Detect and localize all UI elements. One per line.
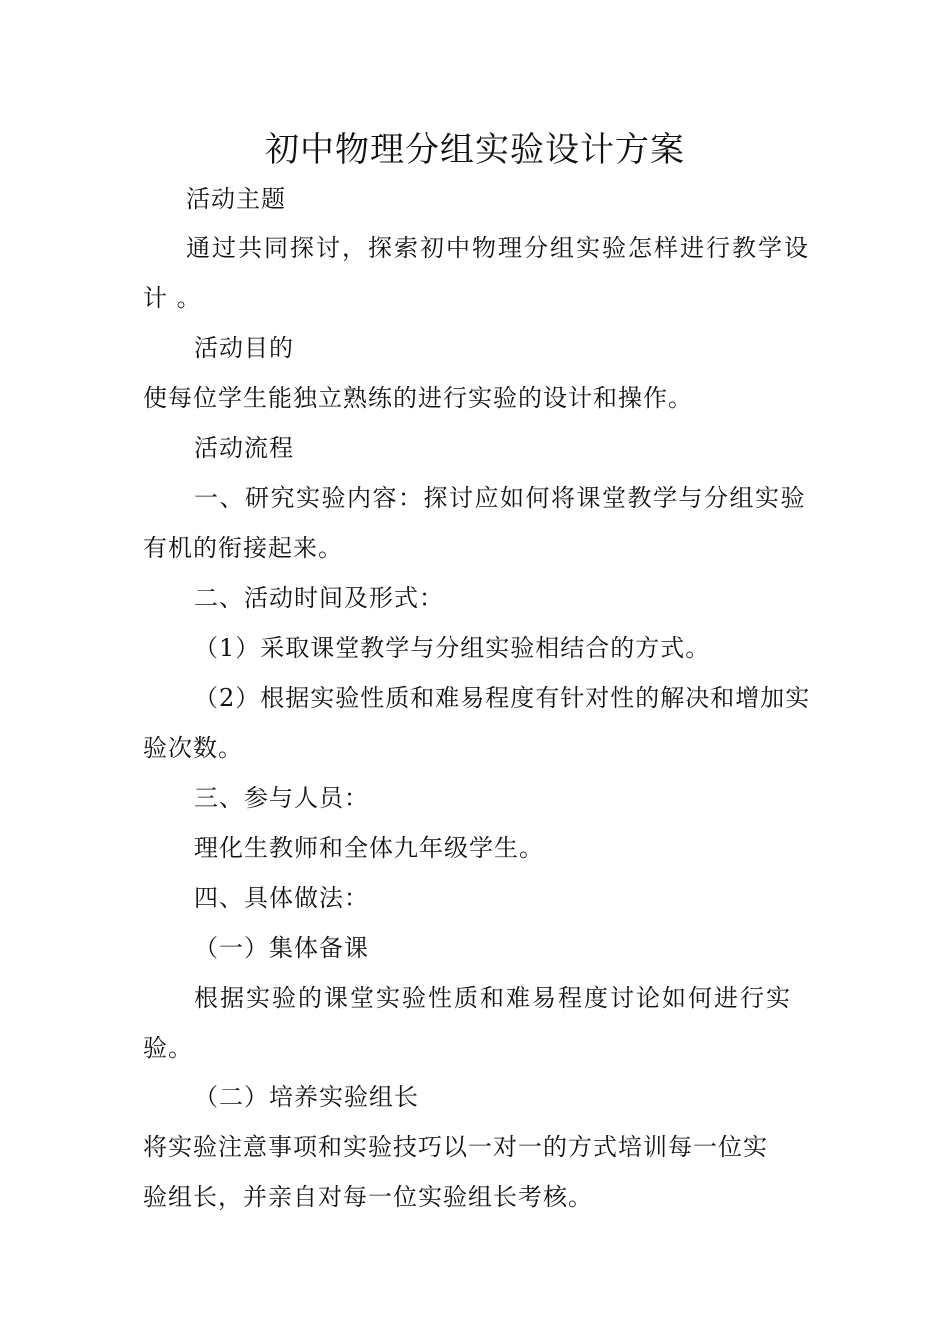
heading-activity-purpose: 活动目的 [194, 334, 294, 362]
heading-activity-theme: 活动主题 [186, 185, 286, 213]
paragraph-line: 将实验注意事项和实验技巧以一对一的方式培训每一位实 [143, 1133, 768, 1161]
paragraph-line: 验。 [143, 1034, 193, 1062]
paragraph-line: 有机的衔接起来。 [143, 534, 343, 562]
paragraph-line: 验次数。 [143, 734, 243, 762]
paragraph-line: 理化生教师和全体九年级学生。 [194, 834, 544, 862]
paragraph-line: 验组长，并亲自对每一位实验组长考核。 [143, 1183, 593, 1211]
paragraph-line: 计 。 [143, 284, 202, 312]
paragraph-line: 一、研究实验内容：探讨应如何将课堂教学与分组实验 [194, 484, 806, 512]
subsection-heading: （二）培养实验组长 [194, 1083, 419, 1111]
list-item: （2）根据实验性质和难易程度有针对性的解决和增加实 [194, 684, 811, 712]
list-item: （1）采取课堂教学与分组实验相结合的方式。 [194, 634, 711, 662]
paragraph-line: 根据实验的课堂实验性质和难易程度讨论如何进行实 [194, 984, 792, 1012]
section-heading: 四、具体做法： [194, 884, 369, 912]
paragraph-line: 使每位学生能独立熟练的进行实验的设计和操作。 [143, 384, 693, 412]
document-title: 初中物理分组实验设计方案 [265, 130, 685, 170]
heading-activity-process: 活动流程 [194, 434, 294, 462]
paragraph-line: 通过共同探讨，探索初中物理分组实验怎样进行教学设 [186, 234, 810, 262]
section-heading: 二、活动时间及形式： [194, 584, 444, 612]
subsection-heading: （一）集体备课 [194, 934, 369, 962]
section-heading: 三、参与人员： [194, 784, 369, 812]
